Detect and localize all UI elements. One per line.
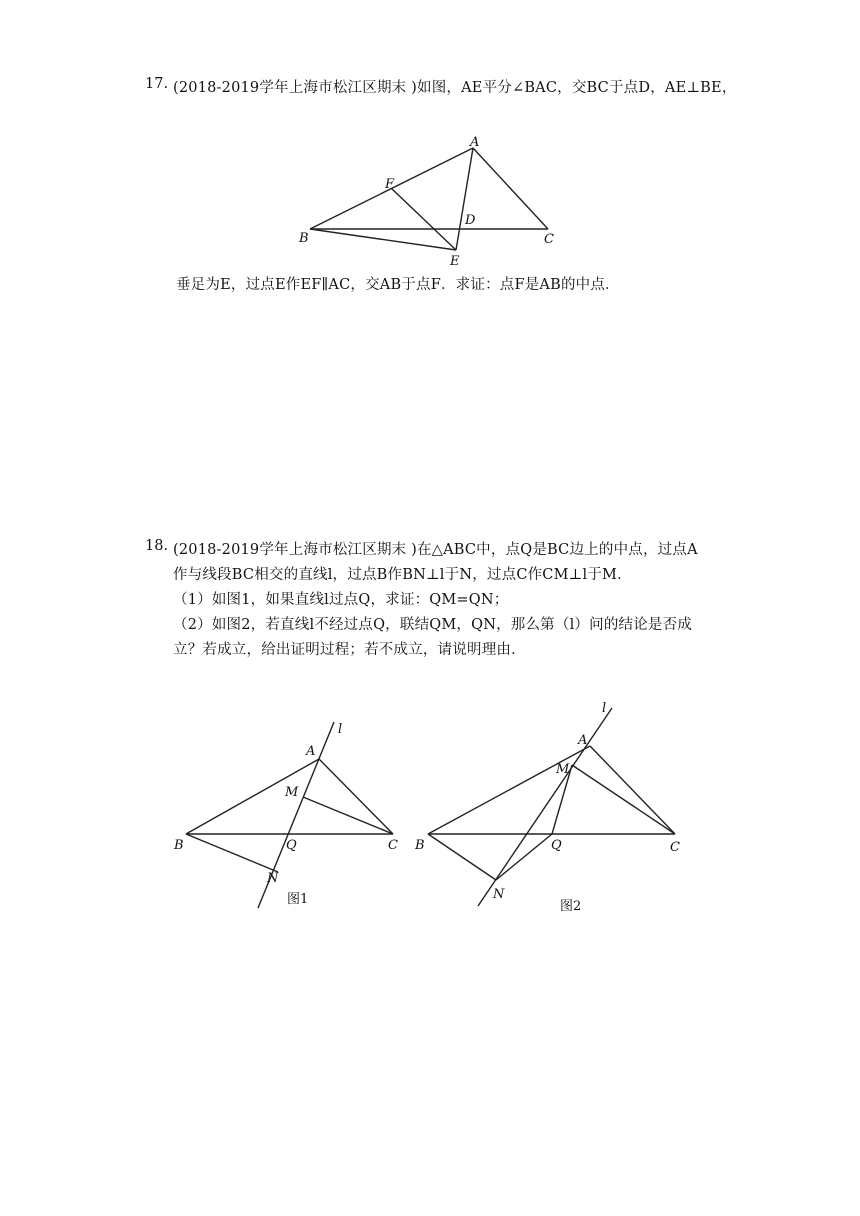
fig1-label-a: A: [306, 744, 316, 759]
fig2-line-l: [478, 708, 612, 906]
fig2-label-l: l: [602, 701, 607, 716]
fig1-label-b: B: [174, 838, 184, 853]
fig2-caption: 图2: [560, 899, 582, 914]
question-18-text-line2: 作与线段BC相交的直线l，过点B作BN⊥l于N，过点C作CM⊥l于M．: [173, 567, 632, 583]
fig2-segment-bn: [428, 834, 496, 880]
question-18-number: 18.: [145, 538, 169, 554]
fig2-label-c: C: [670, 840, 680, 855]
fig2-segment-ac: [590, 746, 675, 834]
question-17-text-line2: 垂足为E，过点E作EF∥AC，交AB于点F．求证：点F是AB的中点．: [176, 277, 620, 293]
question-18-text-line5: 立？若成立，给出证明过程；若不成立，请说明理由．: [173, 642, 526, 658]
question-18-text-line4: （2）如图2，若直线l不经过点Q，联结QM，QN，那么第（l）问的结论是否成: [173, 617, 693, 633]
fig1-label-m: M: [285, 785, 299, 800]
point-label-c: C: [544, 232, 554, 247]
fig2-segment-qn: [496, 834, 552, 880]
fig2-label-b: B: [415, 838, 425, 853]
fig1-caption: 图1: [287, 892, 309, 907]
fig1-label-c: C: [388, 838, 398, 853]
point-label-d: D: [465, 213, 476, 228]
question-17-text-line1: (2018-2019学年上海市松江区期末 )如图，AE平分∠BAC，交BC于点D，AE⊥BE，: [173, 80, 737, 96]
point-label-b: B: [299, 231, 309, 246]
point-label-e: E: [450, 254, 460, 269]
fig1-label-q: Q: [286, 838, 297, 853]
point-label-f: F: [385, 177, 395, 192]
fig2-segment-ab: [428, 746, 590, 834]
question-17-number: 17.: [145, 76, 169, 92]
fig2-segment-cm: [572, 765, 675, 834]
fig2-label-m: M: [556, 762, 570, 777]
point-label-a: A: [470, 135, 480, 150]
fig1-label-l: l: [338, 722, 343, 737]
fig2-label-a: A: [578, 733, 588, 748]
fig2-label-q: Q: [551, 838, 562, 853]
fig1-label-n: N: [267, 871, 279, 886]
question-18-text-line1: (2018-2019学年上海市松江区期末 )在△ABC中，点Q是BC边上的中点，过点A: [173, 542, 698, 558]
question-18-text-line3: （1）如图1，如果直线l过点Q，求证：QM=QN；: [173, 592, 509, 608]
fig2-label-n: N: [493, 887, 505, 902]
